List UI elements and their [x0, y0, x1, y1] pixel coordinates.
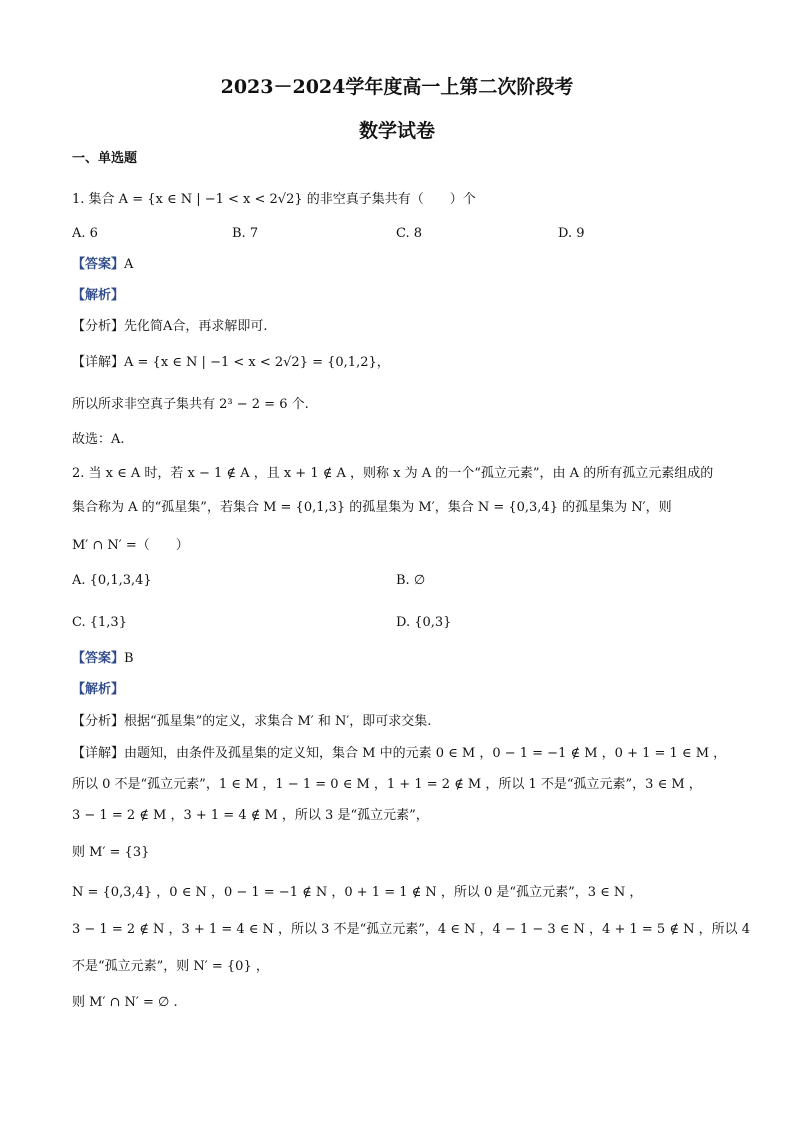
exam-title: 2023－2024学年度高一上第二次阶段考	[220, 76, 574, 98]
q2-detail-line5: N = {0,3,4} ，0 ∈ N ，0 − 1 = −1 ∉ N ，0 + 1 = 1 ∉ N ，所以 0 是“孤立元素”，3 ∈ N ，	[72, 885, 643, 900]
q1-analysis	[72, 287, 124, 305]
q2-answer	[72, 650, 134, 668]
q2-option-a: A. {0,1,3,4}	[72, 573, 152, 588]
q2-xiangjie	[72, 745, 726, 763]
q2-option-b: B. ∅	[396, 573, 426, 588]
answer-tag: 【答案】	[72, 257, 125, 272]
fenxi-tag: 【分析】	[72, 319, 125, 334]
q2-stem-line2: 集合称为 A 的“孤星集”，若集合 M = {0,1,3} 的孤星集为 M′，集合 N = {0,3,4} 的孤星集为 N′，则	[72, 500, 672, 515]
q1-fenxi-text: 先化简A合，再求解即可.	[124, 319, 268, 334]
q1-conclusion: 所以所求非空真子集共有 2³ − 2 = 6 个.	[72, 397, 309, 412]
fenxi-tag: 【分析】	[72, 714, 125, 729]
q2-stem-line1: 2. 当 x ∈ A 时，若 x − 1 ∉ A ，且 x + 1 ∉ A ，则称 x 为 A 的一个“孤立元素”，由 A 的所有孤立元素组成的	[72, 466, 714, 481]
q1-option-d: D. 9	[558, 226, 585, 241]
xiangjie-tag: 【详解】	[72, 746, 125, 761]
q2-option-c: C. {1,3}	[72, 615, 127, 630]
answer-tag: 【答案】	[72, 651, 125, 666]
q2-detail-line4: 则 M′ = {3}	[72, 845, 150, 860]
q1-option-c: C. 8	[396, 226, 423, 241]
q2-detail-line3: 3 − 1 = 2 ∉ M ，3 + 1 = 4 ∉ M ，所以 3 是“孤立元素”，	[72, 808, 429, 823]
q2-option-d: D. {0,3}	[396, 615, 452, 630]
q2-detail-line6: 3 − 1 = 2 ∉ N ，3 + 1 = 4 ∈ N ，所以 3 不是“孤立元素”，4 ∈ N ，4 − 1 − 3 ∈ N ，4 + 1 = 5 ∉ N ，所以 4	[72, 922, 750, 937]
q1-option-b: B. 7	[232, 226, 259, 241]
q1-choice: 故选：A.	[72, 432, 125, 447]
exam-subtitle: 数学试卷	[358, 120, 435, 142]
q1-option-a: A. 6	[72, 226, 98, 241]
q1-answer	[72, 256, 133, 274]
q2-detail-line7: 不是“孤立元素”，则 N′ = {0} ，	[72, 959, 269, 974]
section-heading: 一、单选题	[72, 151, 138, 166]
q2-detail-line2: 所以 0 不是“孤立元素”，1 ∈ M ，1 − 1 = 0 ∈ M ，1 + 1 = 2 ∉ M ，所以 1 不是“孤立元素”，3 ∈ M ，	[72, 777, 702, 792]
analysis-tag: 【解析】	[72, 288, 125, 303]
q2-stem-line3: M′ ∩ N′ =（ ）	[72, 538, 189, 553]
xiangjie-tag: 【详解】	[72, 355, 125, 370]
q2-fenxi	[72, 713, 431, 731]
q1-stem: 1. 集合 A = {x ∈ N | −1 < x < 2√2} 的非空真子集共有（ ）个	[72, 192, 476, 207]
q1-fenxi	[72, 318, 268, 336]
q1-xiangjie	[72, 354, 390, 372]
q1-xiangjie-text: A = {x ∈ N | −1 < x < 2√2} = {0,1,2}，	[124, 355, 390, 370]
analysis-tag: 【解析】	[72, 682, 125, 697]
q2-detail-line8: 则 M′ ∩ N′ = ∅ .	[72, 995, 178, 1010]
q2-xiangjie-text: 由题知，由条件及孤星集的定义知，集合 M 中的元素 0 ∈ M ，0 − 1 = −1 ∉ M ，0 + 1 = 1 ∈ M ，	[124, 746, 727, 761]
q2-fenxi-text: 根据“孤星集”的定义，求集合 M′ 和 N′，即可求交集.	[124, 714, 432, 729]
q1-answer-value: A	[124, 257, 134, 272]
q2-analysis	[72, 681, 124, 699]
q2-answer-value: B	[124, 651, 134, 666]
